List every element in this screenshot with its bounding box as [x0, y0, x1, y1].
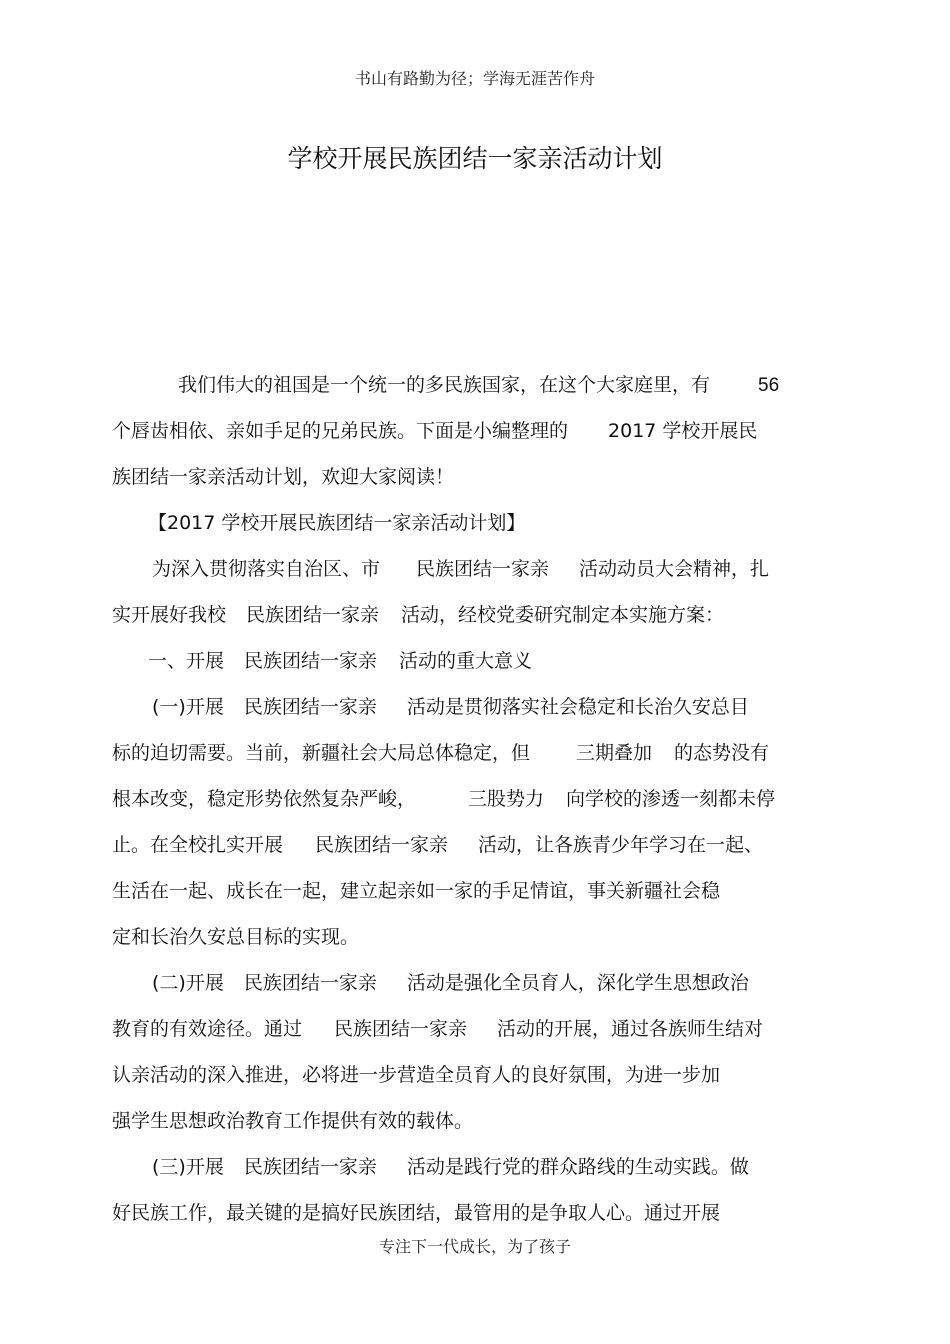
text-segment: 认亲活动的深入推进，必将进一步营造全员育人的良好氛围，为进一步加 [112, 1064, 721, 1086]
body-line [112, 868, 838, 914]
text-segment: 实开展好我校 [112, 604, 227, 626]
text-segment: 为深入贯彻落实自治区、市 [152, 558, 381, 580]
body-line [112, 822, 838, 868]
body-line [112, 1098, 838, 1144]
text-segment: 定和长治久安总目标的实现。 [112, 926, 360, 948]
body-line [112, 500, 838, 546]
text-segment: 民族团结一家亲 [244, 650, 378, 672]
text-segment: 活动的重大意义 [399, 650, 533, 672]
text-segment: 生活在一起、成长在一起，建立起亲如一家的手足情谊，事关新疆社会稳 [112, 880, 721, 902]
body-line [112, 684, 838, 730]
body-line [112, 408, 838, 454]
text-segment: 族团结一家亲活动计划，欢迎大家阅读！ [112, 466, 455, 488]
text-segment: 一、开展 [148, 650, 225, 672]
text-segment: 三股势力 [468, 788, 545, 810]
text-segment: 56 [758, 375, 780, 396]
document-body [112, 362, 838, 1236]
body-line [112, 362, 838, 408]
document-title: 学校开展民族团结一家亲活动计划 [287, 144, 663, 173]
text-segment: 活动是贯彻落实社会稳定和长治久安总目 [406, 696, 749, 718]
text-segment: 民族团结一家亲 [334, 1018, 468, 1040]
body-line [112, 1006, 838, 1052]
body-line [112, 914, 838, 960]
text-segment: 强学生思想政治教育工作提供有效的载体。 [112, 1110, 474, 1132]
text-segment: 教育的有效途径。通过 [112, 1018, 303, 1040]
text-segment: 民族团结一家亲 [416, 558, 550, 580]
text-segment: 止。在全校扎实开展 [112, 834, 284, 856]
text-segment: 我们伟大的祖国是一个统一的多民族国家，在这个大家庭里，有 [178, 374, 711, 396]
body-line [112, 638, 838, 684]
text-segment: 三期叠加 [576, 742, 653, 764]
text-segment: 民族团结一家亲 [315, 834, 449, 856]
text-segment: 活动，经校党委研究制定本实施方案： [401, 604, 725, 626]
text-segment: (一)开展 [152, 696, 224, 718]
text-segment: 标的迫切需要。当前，新疆社会大局总体稳定，但 [112, 742, 531, 764]
text-segment: 活动动员大会精神，扎 [579, 558, 770, 580]
text-segment: 民族团结一家亲 [243, 1156, 377, 1178]
body-line [112, 1190, 838, 1236]
text-segment: 根本改变，稳定形势依然复杂严峻， [112, 788, 417, 810]
text-segment: 2017 学校开展民 [608, 420, 758, 442]
footer-motto: 专注下一代成长，为了孩子 [378, 1237, 571, 1256]
text-segment: 民族团结一家亲 [246, 604, 380, 626]
text-segment: 个唇齿相依、亲如手足的兄弟民族。下面是小编整理的 [112, 420, 569, 442]
text-segment: 好民族工作，最关键的是搞好民族团结，最管用的是争取人心。通过开展 [112, 1202, 721, 1224]
text-segment: 民族团结一家亲 [243, 696, 377, 718]
body-line [112, 1052, 838, 1098]
body-line [112, 730, 838, 776]
body-line [112, 546, 838, 592]
text-segment: 活动的开展，通过各族师生结对 [497, 1018, 764, 1040]
text-segment: 活动是践行党的群众路线的生动实践。做 [406, 1156, 749, 1178]
body-line [112, 776, 838, 822]
text-segment: 活动是强化全员育人，深化学生思想政治 [406, 972, 749, 994]
header-motto: 书山有路勤为径；学海无涯苦作舟 [354, 69, 595, 88]
text-segment: 民族团结一家亲 [243, 972, 377, 994]
text-segment: 向学校的渗透一刻都未停 [566, 788, 776, 810]
body-line [112, 1144, 838, 1190]
text-segment: (三)开展 [152, 1156, 224, 1178]
body-line [112, 592, 838, 638]
body-line [112, 960, 838, 1006]
text-segment: (二)开展 [152, 972, 224, 994]
text-segment: 【2017 学校开展民族团结一家亲活动计划】 [148, 512, 526, 534]
text-segment: 活动，让各族青少年学习在一起、 [478, 834, 764, 856]
text-segment: 的态势没有 [674, 742, 770, 764]
body-line [112, 454, 838, 500]
